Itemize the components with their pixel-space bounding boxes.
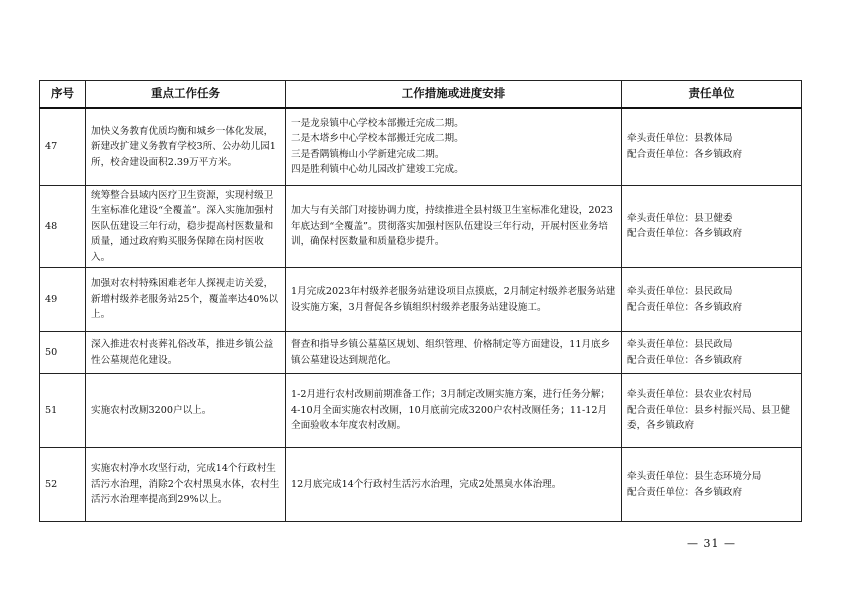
table-row — [40, 108, 802, 185]
page-number: — 31 — — [687, 537, 736, 550]
table-row — [40, 185, 802, 268]
lead-unit: 牵头责任单位：县生态环境分局 — [627, 471, 762, 482]
table-row — [40, 374, 802, 448]
row-measures — [286, 268, 622, 332]
table-row — [40, 332, 802, 374]
measure-line: 1月完成2023年村级养老服务站建设项目点摸底，2月制定村级养老服务站建设实施方案，3月督促各乡镇组织村级养老服务站建设施工。 — [291, 286, 616, 313]
row-task: 统筹整合县域内医疗卫生资源，实现村级卫生室标准化建设“全覆盖”。深入实施加强村医队伍建设三年行动，稳步提高村医数量和质量，通过政府购买服务保障在岗村医收入。 — [86, 185, 286, 268]
cooperating-unit: 配合责任单位：各乡镇政府 — [627, 486, 743, 498]
measure-line: 三是香隅镇梅山小学新建完成二期。 — [291, 148, 445, 160]
row-responsible-unit — [622, 374, 802, 448]
row-number: 52 — [40, 448, 86, 522]
row-measures — [286, 185, 622, 268]
table-row — [40, 448, 802, 522]
work-tasks-table — [39, 80, 802, 522]
header-measures: 工作措施或进度安排 — [286, 81, 622, 109]
cooperating-unit: 配合责任单位：各乡镇政府 — [627, 228, 743, 240]
measure-line: 12月底完成14个行政村生活污水治理，完成2处黑臭水体治理。 — [291, 478, 562, 490]
lead-unit: 牵头责任单位：县教体局 — [627, 133, 733, 145]
measure-line: 加大与有关部门对接协调力度，持续推进全县村级卫生室标准化建设，2023年底达到“全覆盖”。贯彻落实加强村医队伍建设三年行动，开展村医业务培训，确保村医数量和质量稳步提升。 — [291, 205, 613, 247]
cooperating-unit: 配合责任单位：各乡镇政府 — [627, 301, 743, 313]
row-responsible-unit — [622, 108, 802, 185]
table-row — [40, 268, 802, 332]
measure-line: 二是木塔乡中心学校本部搬迁完成二期。 — [291, 133, 464, 145]
measure-line: 1-2月进行农村改厕前期准备工作；3月制定改厕实施方案，进行任务分解；4-10月全面实施农村改厕，10月底前完成3200户农村改厕任务；11-12月全面验收本年度农村改厕。 — [291, 389, 610, 432]
header-task: 重点工作任务 — [86, 81, 286, 109]
row-responsible-unit — [622, 448, 802, 522]
cooperating-unit: 配合责任单位：各乡镇政府 — [627, 148, 743, 160]
row-task: 实施农村改厕3200户以上。 — [86, 374, 286, 448]
row-task: 加快义务教育优质均衡和城乡一体化发展，新建改扩建义务教育学校3所、公办幼儿园1所，校舍建设面积2.39万平方米。 — [86, 108, 286, 185]
row-number: 47 — [40, 108, 86, 185]
table-header-row — [40, 81, 802, 109]
cooperating-unit: 配合责任单位：各乡镇政府 — [627, 354, 743, 366]
lead-unit: 牵头责任单位：县卫健委 — [627, 212, 733, 224]
row-measures — [286, 448, 622, 522]
measure-line: 四是胜利镇中心幼儿园改扩建竣工完成。 — [291, 164, 464, 176]
lead-unit: 牵头责任单位：县农业农村局 — [627, 389, 752, 401]
measure-line: 一是龙泉镇中心学校本部搬迁完成二期。 — [291, 117, 464, 129]
row-number: 51 — [40, 374, 86, 448]
row-number: 50 — [40, 332, 86, 374]
row-measures — [286, 108, 622, 185]
row-task: 实施农村净水攻坚行动，完成14个行政村生活污水治理，消除2个农村黑臭水体，农村生活污水治理率提高到29%以上。 — [86, 448, 286, 522]
lead-unit: 牵头责任单位：县民政局 — [627, 286, 733, 297]
lead-unit: 牵头责任单位：县民政局 — [627, 339, 733, 350]
row-number: 48 — [40, 185, 86, 268]
measure-line: 督查和指导乡镇公墓墓区规划、组织管理、价格制定等方面建设，11月底乡镇公墓建设达到规范化。 — [291, 339, 611, 366]
row-task: 深入推进农村丧葬礼俗改革，推进乡镇公益性公墓规范化建设。 — [86, 332, 286, 374]
row-responsible-unit — [622, 268, 802, 332]
row-responsible-unit — [622, 185, 802, 268]
row-number: 49 — [40, 268, 86, 332]
header-number: 序号 — [40, 81, 86, 109]
cooperating-unit: 配合责任单位：县乡村振兴局、县卫健委，各乡镇政府 — [627, 404, 791, 432]
row-measures — [286, 332, 622, 374]
header-responsible-unit: 责任单位 — [622, 81, 802, 109]
row-responsible-unit — [622, 332, 802, 374]
row-task: 加强对农村特殊困难老年人探视走访关爱，新增村级养老服务站25个，覆盖率达40%以上。 — [86, 268, 286, 332]
row-measures — [286, 374, 622, 448]
